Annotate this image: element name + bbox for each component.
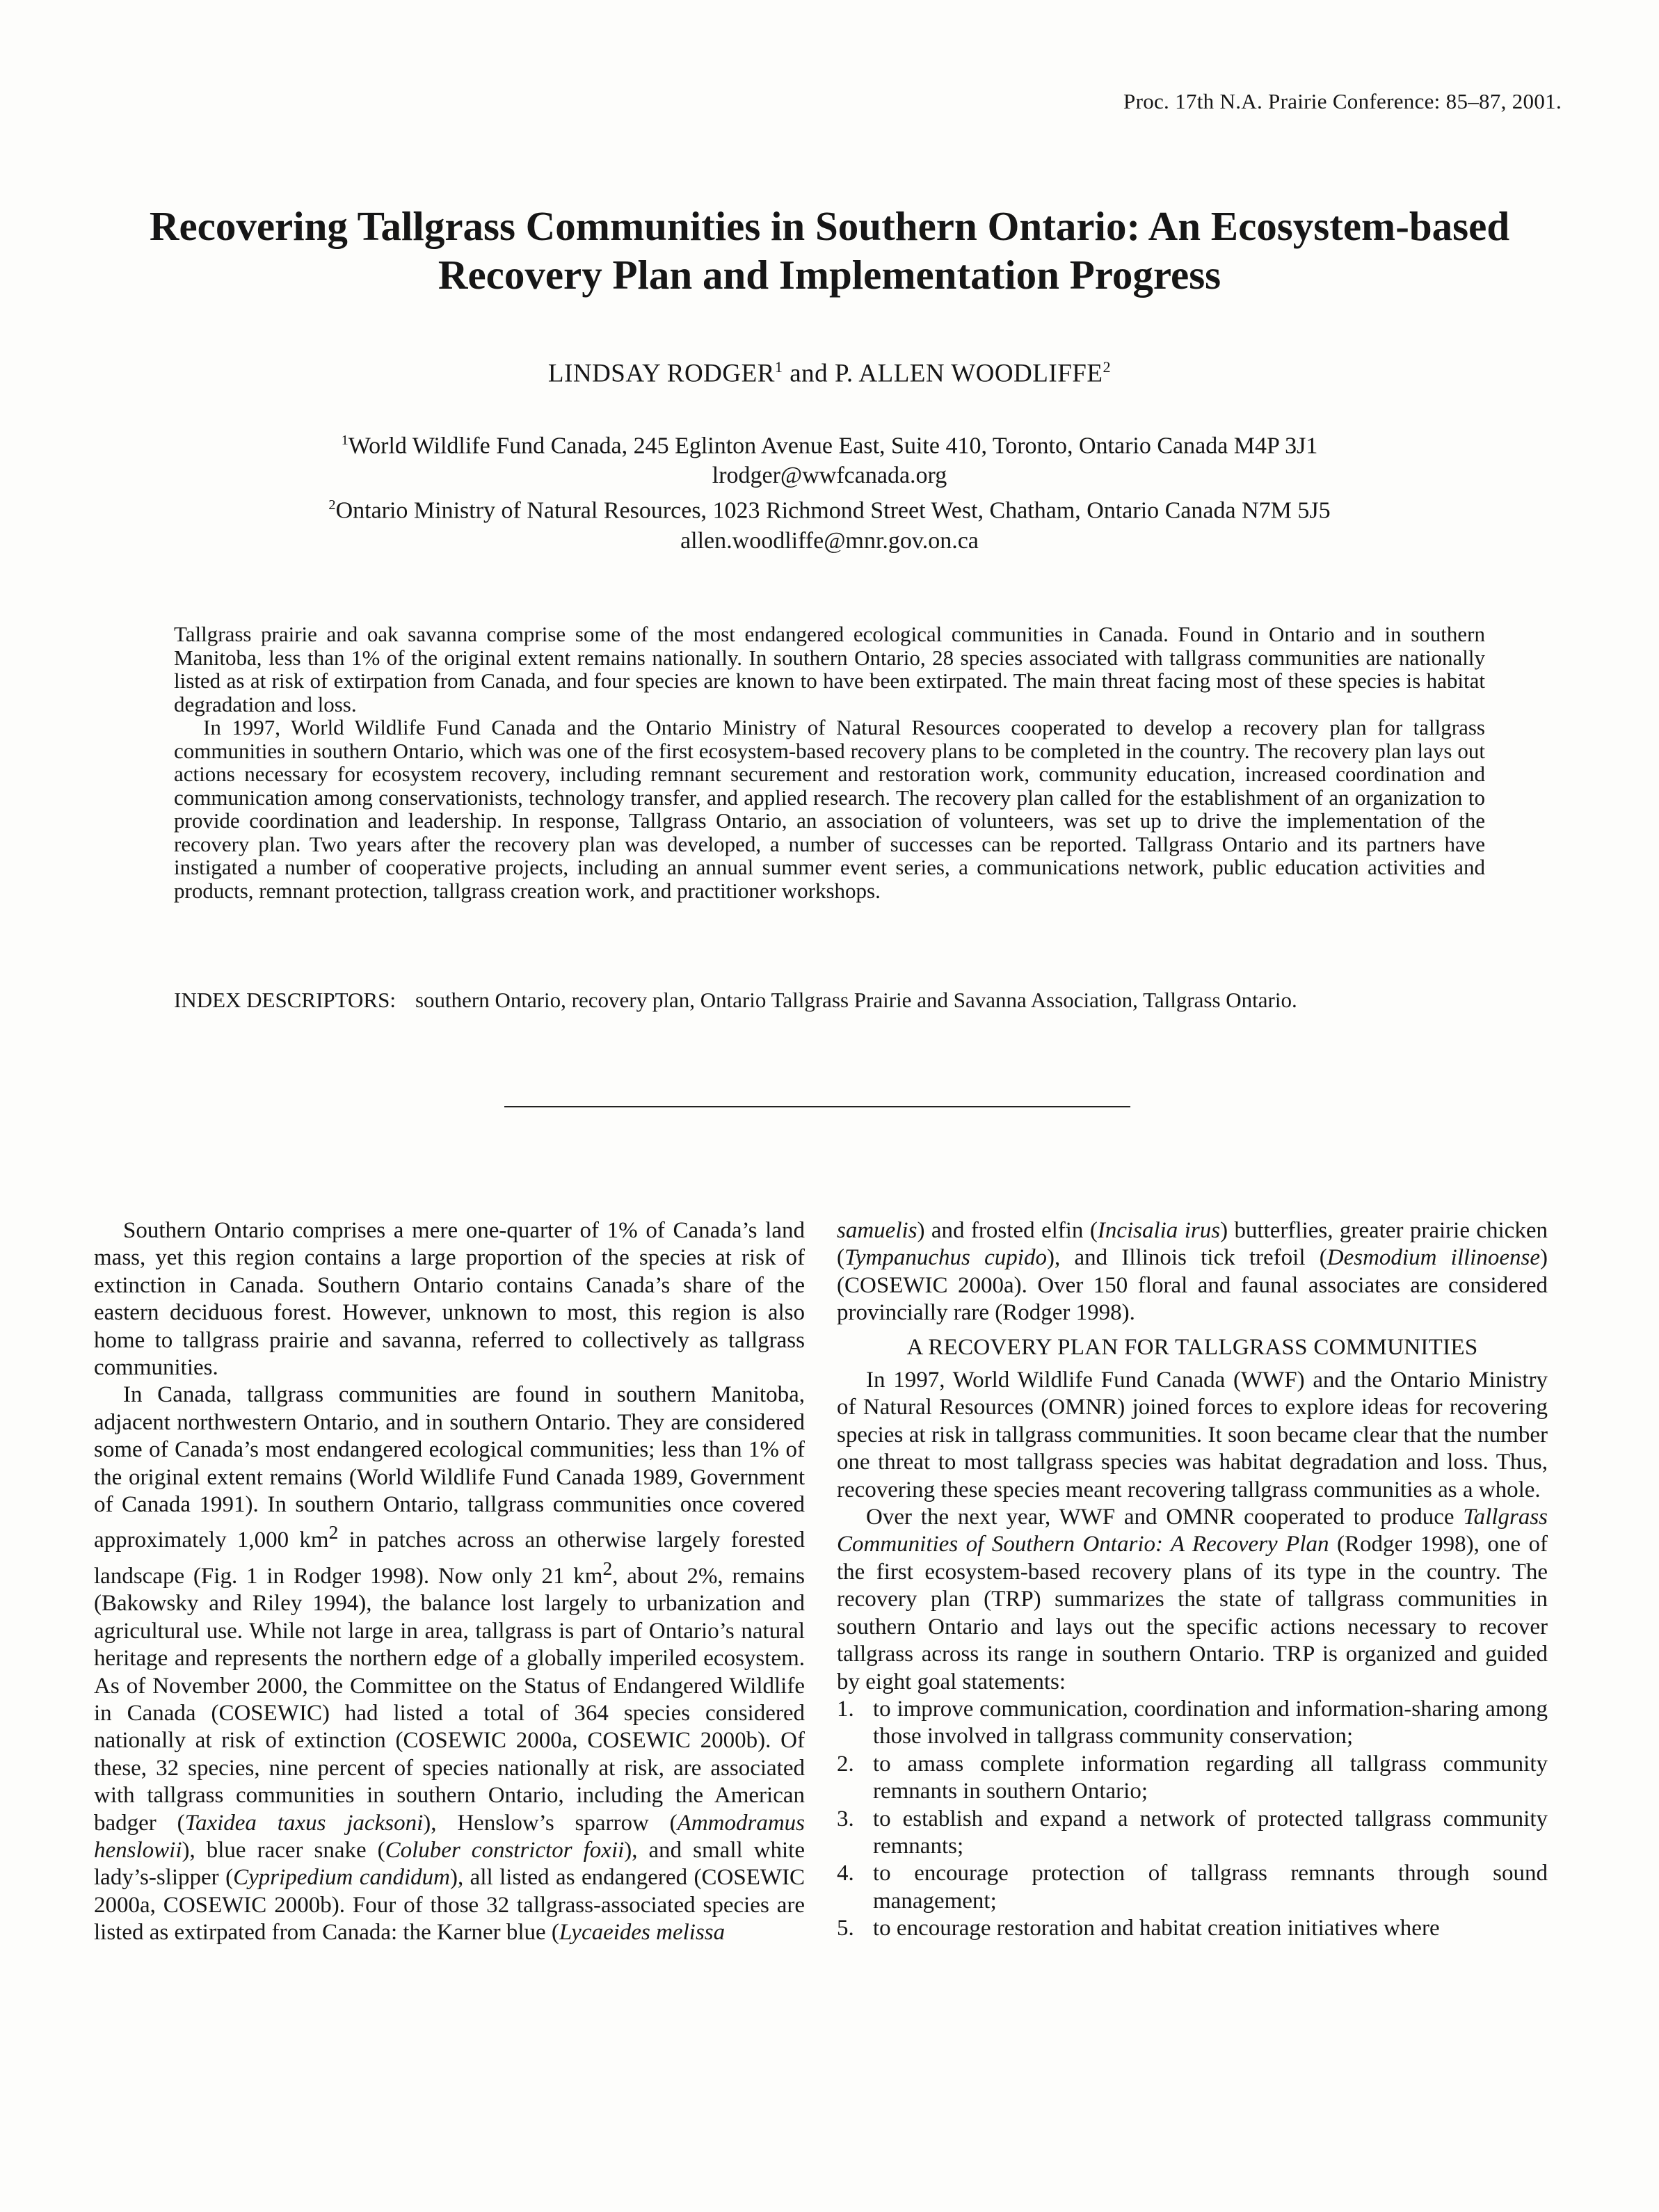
body-paragraph-3: In 1997, World Wildlife Fund Canada (WWF) and the Ontario Ministry of Natural Resources (OMNR) joined forces to explore ideas for recovering species at risk in tallgrass communities. It soon became clear that the number one threat to most tallgrass species was habitat degradation and loss. Thus, recovering these species meant recovering tallgrass communities as a whole. — [837, 1368, 1548, 1502]
index-terms: southern Ontario, recovery plan, Ontario Tallgrass Prairie and Savanna Association, Tallgrass Ontario. — [415, 988, 1297, 1012]
text-run: In Canada, tallgrass communities are found in southern Manitoba, adjacent northwestern Ontario, and in southern Ontario. They are considered some of Canada’s most endangered ecological communities; less than 1% of the original extent remains (World Wildlife Fund Canada 1989, Government of Canada 1991). In southern Ontario, tallgrass communities once covered approximately 1,000 km — [94, 1382, 805, 1553]
running-header: Proc. 17th N.A. Prairie Conference: 85–87, 2001. — [1123, 89, 1562, 113]
affiliations — [97, 426, 1562, 556]
affiliation-1-text: World Wildlife Fund Canada, 245 Eglinton Avenue East, Suite 410, Toronto, Ontario Canada M4P 3J1 — [348, 433, 1318, 459]
goal-text: to encourage protection of tallgrass remnants through sound management; — [873, 1861, 1548, 1914]
title-line-2: Recovery Plan and Implementation Progress — [438, 252, 1221, 298]
goal-number: 2. — [837, 1751, 854, 1777]
goal-text: to encourage restoration and habitat creation initiatives where — [873, 1916, 1440, 1941]
goal-number: 3. — [837, 1806, 854, 1832]
affiliation-1 — [97, 426, 1562, 460]
book-title: Tallgrass Communities of Southern Ontario: A Recovery Plan — [837, 1505, 1548, 1557]
goal-text: to establish and expand a network of protected tallgrass community remnants; — [873, 1806, 1548, 1859]
species-name: Ammodramus henslowii — [94, 1810, 805, 1863]
section-heading: A RECOVERY PLAN FOR TALLGRASS COMMUNITIES — [906, 1334, 1478, 1360]
author-1: LINDSAY RODGER — [547, 359, 775, 388]
superscript: 2 — [328, 1521, 339, 1544]
author-1-mark: 1 — [774, 358, 783, 376]
goal-number: 1. — [837, 1696, 854, 1722]
text-run: ) butterflies, greater prairie chicken ( — [837, 1218, 1548, 1271]
species-name: Desmodium illinoense — [1327, 1245, 1540, 1271]
goal-item — [837, 1751, 1548, 1806]
goal-text: to improve communication, coordination and information-sharing among those involved in tallgrass community conservation; — [873, 1696, 1548, 1749]
paper-title — [97, 202, 1562, 299]
text-run: Over the next year, WWF and OMNR cooperated to produce — [866, 1505, 1464, 1530]
affiliation-1-mark: 1 — [341, 433, 348, 448]
index-label: INDEX DESCRIPTORS: — [174, 988, 396, 1012]
goal-text: to amass complete information regarding all tallgrass community remnants in southern Ontario; — [873, 1751, 1548, 1804]
text-run: ) and frosted elfin ( — [917, 1218, 1098, 1243]
abstract-paragraph-1: Tallgrass prairie and oak savanna comprise some of the most endangered ecological communities in Canada. Found in Ontario and in southern Manitoba, less than 1% of the original extent remains nationally. In southern Ontario, 28 species associated with tallgrass communities are nationally listed as at risk of extirpation from Canada, and four species are known to have been extirpated. The main threat facing most of these species is habitat degradation and loss. — [174, 622, 1485, 716]
goal-item — [837, 1860, 1548, 1915]
author-2-mark: 2 — [1103, 358, 1112, 376]
left-column — [94, 1217, 805, 1947]
text-run: ), Henslow’s sparrow ( — [423, 1810, 678, 1836]
species-name: Tympanuchus cupido — [844, 1245, 1047, 1271]
author-line — [97, 358, 1562, 388]
title-line-1: Recovering Tallgrass Communities in Southern Ontario: An Ecosystem-based — [149, 203, 1510, 249]
text-run: in patches across an otherwise largely forested landscape (Fig. 1 in Rodger 1998). Now only 21 km — [94, 1528, 805, 1589]
affiliation-2-text: Ontario Ministry of Natural Resources, 1023 Richmond Street West, Chatham, Ontario Canada N7M 5J5 — [335, 497, 1331, 524]
author-2: P. ALLEN WOODLIFFE — [834, 359, 1103, 388]
species-name: Incisalia irus — [1097, 1218, 1221, 1243]
body-paragraph-1: Southern Ontario comprises a mere one-quarter of 1% of Canada’s land mass, yet this region contains a large proportion of the species at risk of extinction in Canada. Southern Ontario contains Canada’s share of the eastern deciduous forest. However, unknown to most, this region is also home to tallgrass prairie and savanna, referred to collectively as tallgrass communities. — [94, 1218, 805, 1381]
text-run: , about 2%, remains (Bakowsky and Riley 1994), the balance lost largely to urbanization and agricultural use. While not large in area, tallgrass is part of Ontario’s natural heritage and represents the northern edge of a globally imperiled ecosystem. As of November 2000, the Committee on the Status of Endangered Wildlife in Canada (COSEWIC) had listed a total of 364 species considered nationally at risk of extinction (COSEWIC 2000a, COSEWIC 2000b). Of these, 32 species, nine percent of species nationally at risk, are associated with tallgrass communities in southern Ontario, including the American badger ( — [94, 1563, 805, 1836]
body-continuation — [837, 1217, 1548, 1327]
body-paragraph-2 — [94, 1381, 805, 1946]
abstract — [174, 623, 1485, 902]
section-divider — [504, 1106, 1130, 1107]
text-run: ), blue racer snake ( — [182, 1837, 385, 1863]
goal-number: 4. — [837, 1861, 854, 1886]
text-run: ), and Illinois tick trefoil ( — [1046, 1245, 1327, 1271]
text-run: (Rodger 1998), one of the first ecosystem-based recovery plans of its type in the country. The recovery plan (TRP) summarizes the state of tallgrass communities in southern Ontario and lays out the specific actions necessary to recover tallgrass across its range in southern Ontario. TRP is organized and guided by eight goal statements: — [837, 1532, 1548, 1694]
abstract-paragraph-2: In 1997, World Wildlife Fund Canada and the Ontario Ministry of Natural Resources cooperated to develop a recovery plan for tallgrass communities in southern Ontario, which was one of the first ecosystem-based recovery plans to be completed in the country. The recovery plan lays out actions necessary for ecosystem recovery, including remnant securement and restoration work, community education, increased coordination and communication among conservationists, technology transfer, and applied research. The recovery plan called for the establishment of an organization to provide coordination and leadership. In response, Tallgrass Ontario, an association of volunteers, was set up to drive the implementation of the recovery plan. Two years after the recovery plan was developed, a number of successes can be reported. Tallgrass Ontario and its partners have instigated a number of cooperative projects, including an annual summer event series, a communications network, public education activities and products, remnant protection, tallgrass creation work, and practitioner workshops. — [174, 715, 1485, 903]
goal-list — [837, 1696, 1548, 1943]
right-column — [837, 1217, 1548, 1943]
text-run: ), and small white lady’s-slipper ( — [94, 1837, 805, 1891]
affiliation-2 — [97, 490, 1562, 525]
index-descriptors — [174, 988, 1485, 1013]
superscript: 2 — [602, 1557, 613, 1579]
species-name: Taxidea taxus jacksoni — [184, 1810, 424, 1836]
email-1[interactable]: lrodger@wwfcanada.org — [712, 463, 947, 489]
species-name: samuelis — [837, 1218, 917, 1243]
email-2[interactable]: allen.woodliffe@mnr.gov.on.ca — [680, 527, 979, 554]
species-name: Cypripedium candidum — [233, 1865, 450, 1891]
species-name: Coluber constrictor foxii — [385, 1837, 625, 1863]
text-run: ), all listed as endangered (COSEWIC 2000a, COSEWIC 2000b). Four of those 32 tallgrass-associated species are listed as extirpated from Canada: the Karner blue ( — [94, 1865, 806, 1946]
body-paragraph-4 — [837, 1504, 1548, 1696]
affiliation-2-mark: 2 — [328, 497, 336, 513]
species-name: Lycaeides melissa — [559, 1920, 726, 1946]
text-run: ) (COSEWIC 2000a). Over 150 floral and faunal associates are considered provincially rare (Rodger 1998). — [837, 1245, 1548, 1326]
goal-number: 5. — [837, 1916, 854, 1941]
goal-item — [837, 1806, 1548, 1861]
author-conjunction: and — [783, 359, 835, 388]
goal-item — [837, 1696, 1548, 1751]
goal-item — [837, 1915, 1548, 1942]
